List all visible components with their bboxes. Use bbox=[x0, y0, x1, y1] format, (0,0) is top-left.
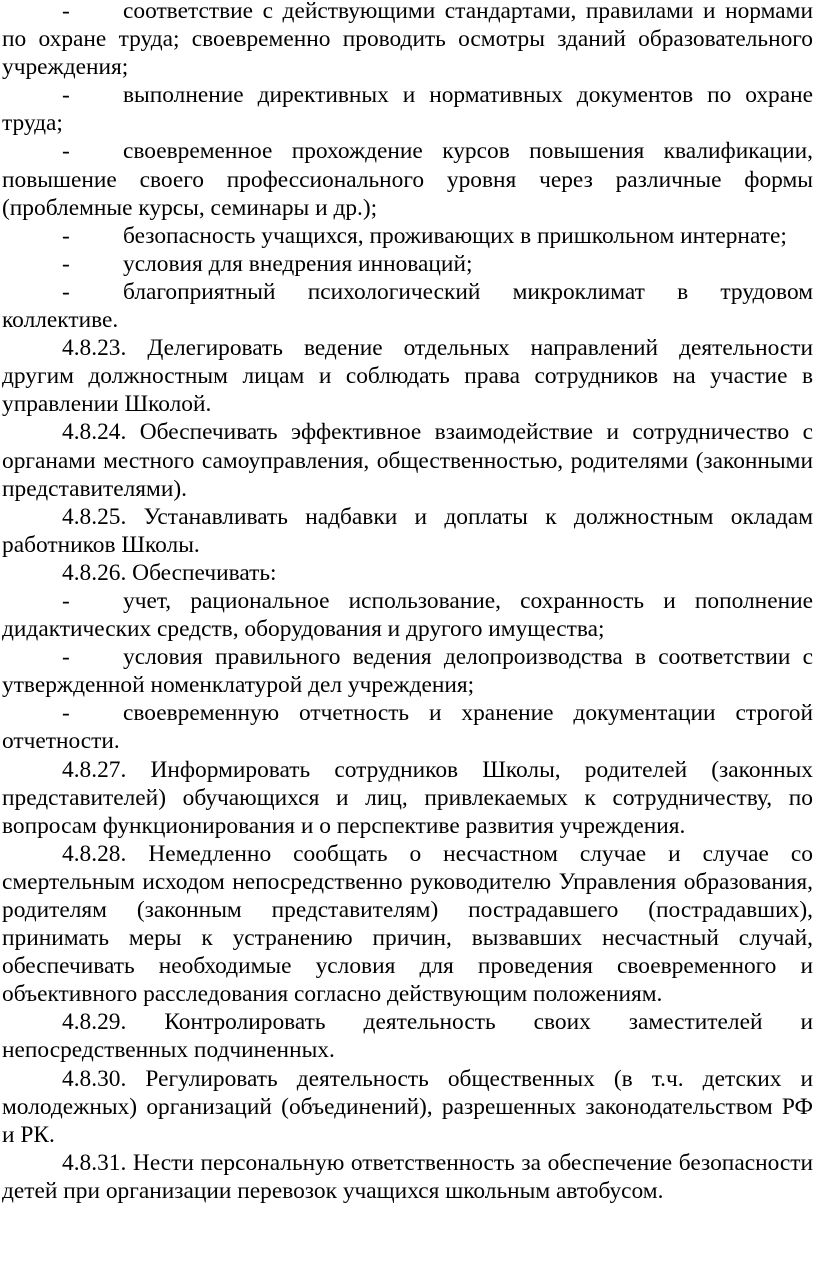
list-item bbox=[2, 0, 813, 81]
list-item bbox=[2, 137, 813, 221]
list-item-text: безопасность учащихся, проживающих в пришкольном интернате; bbox=[123, 222, 787, 249]
list-item bbox=[2, 278, 813, 334]
clause-4-8-25: 4.8.25. Устанавливать надбавки и доплаты к должностным окладам работников Школы. bbox=[2, 503, 813, 558]
list-item-text: своевременное прохождение курсов повышения квалификации, повышение своего профессионального уровня через различные формы (проблемные курсы, семинары и др.); bbox=[2, 138, 813, 221]
clause-4-8-27: 4.8.27. Информировать сотрудников Школы, родителей (законных представителей) обучающихся и лиц, привлекаемых к сотрудничеству, по вопросам функционирования и о перспективе развития учреждения. bbox=[2, 756, 813, 839]
list-item-text: выполнение директивных и нормативных документов по охране труда; bbox=[2, 82, 813, 137]
list-item-text: условия правильного ведения делопроизводства в соответствии с утвержденной номенклатурой дел учреждения; bbox=[2, 644, 813, 699]
dash-marker: - bbox=[62, 82, 70, 109]
dash-marker: - bbox=[62, 138, 70, 165]
clause-4-8-26: 4.8.26. Обеспечивать: bbox=[62, 559, 277, 586]
list-item-text: условия для внедрения инноваций; bbox=[123, 250, 473, 277]
dash-marker: - bbox=[62, 0, 70, 24]
dash-marker: - bbox=[62, 250, 70, 277]
dash-marker: - bbox=[62, 222, 70, 249]
list-item-text: соответствие с действующими стандартами, правилами и нормами по охране труда; своевременно проводить осмотры зданий образовательного учреждения; bbox=[2, 0, 813, 81]
clause-4-8-29: 4.8.29. Контролировать деятельность своих заместителей и непосредственных подчиненных. bbox=[2, 1009, 813, 1064]
dash-marker: - bbox=[62, 587, 70, 614]
clause-4-8-23: 4.8.23. Делегировать ведение отдельных направлений деятельности другим должностным лицам и соблюдать права сотрудников на участие в управлении Школой. bbox=[2, 335, 813, 418]
dash-marker: - bbox=[62, 644, 70, 671]
list-item-text: своевременную отчетность и хранение документации строгой отчетности. bbox=[2, 700, 813, 755]
list-item bbox=[2, 699, 813, 755]
list-item-text: учет, рациональное использование, сохранность и пополнение дидактических средств, оборудования и другого имущества; bbox=[2, 587, 813, 643]
clause-4-8-24: 4.8.24. Обеспечивать эффективное взаимодействие и сотрудничество с органами местного самоуправления, общественностью, родителями (законными представителями). bbox=[2, 419, 813, 502]
list-item bbox=[2, 81, 813, 137]
dash-marker: - bbox=[62, 278, 70, 305]
clause-4-8-28: 4.8.28. Немедленно сообщать о несчастном случае и случае со смертельным исходом непосредственно руководителю Управления образования, родителям (законным представителям) пострадавшего (пострадавших), принимать меры к устранению причин, вызвавших несчастный случай, обеспечивать необходимые условия для проведения своевременного и объективного расследования согласно действующим положениям. bbox=[2, 840, 813, 1008]
clause-4-8-31: 4.8.31. Нести персональную ответственность за обеспечение безопасности детей при организации перевозок учащихся школьным автобусом. bbox=[2, 1149, 813, 1204]
clause-4-8-30: 4.8.30. Регулировать деятельность общественных (в т.ч. детских и молодежных) организаций (объединений), разрешенных законодательством РФ и РК. bbox=[2, 1065, 813, 1148]
list-item bbox=[2, 587, 813, 643]
dash-marker: - bbox=[62, 700, 70, 727]
list-item bbox=[2, 222, 813, 250]
list-item bbox=[2, 643, 813, 699]
list-item-text: благоприятный психологический микроклимат в трудовом коллективе. bbox=[2, 278, 813, 334]
list-item bbox=[2, 250, 813, 278]
